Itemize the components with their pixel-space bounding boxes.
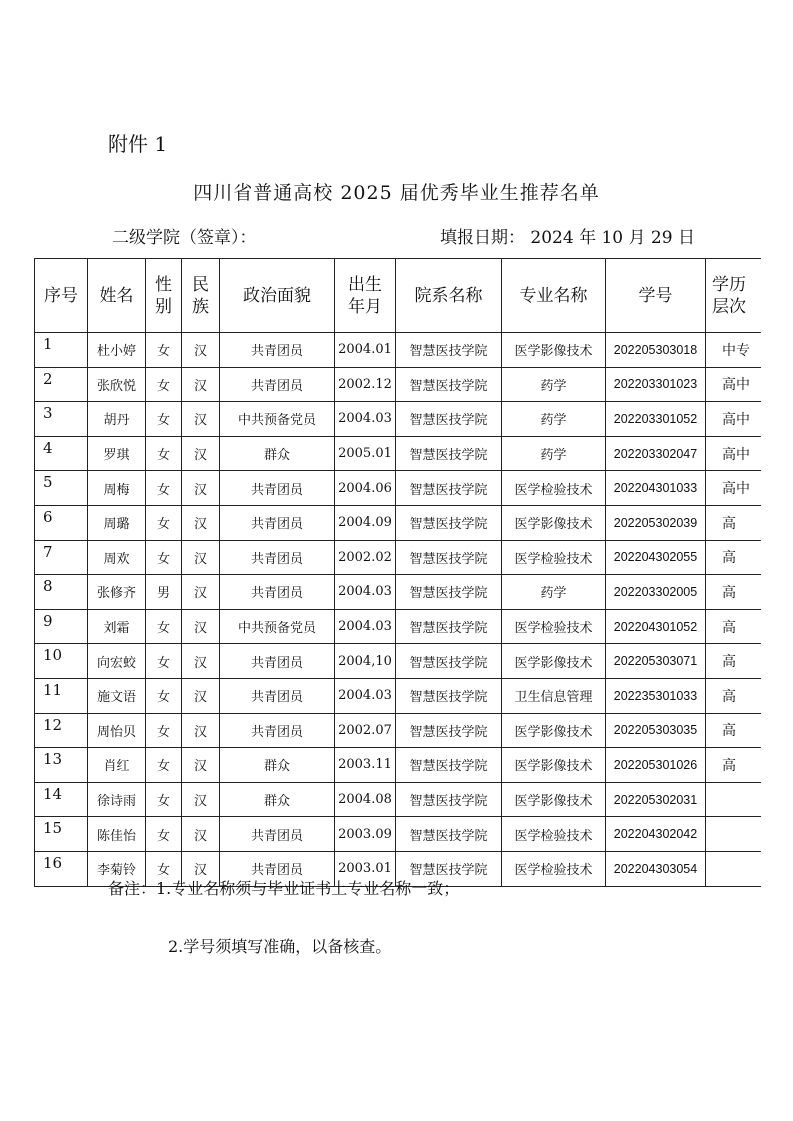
table-row: [35, 644, 761, 679]
table-row: [35, 609, 761, 644]
cell-department: 智慧医技学院: [396, 471, 502, 506]
cell-birth-date: 2002.12: [335, 367, 396, 402]
cell-gender: 女: [146, 678, 182, 713]
cell-major: 医学检验技术: [502, 609, 606, 644]
cell-index: 4: [35, 436, 88, 471]
cell-political-status: 群众: [220, 782, 335, 817]
cell-gender: 女: [146, 436, 182, 471]
cell-ethnicity: 汉: [182, 644, 220, 679]
cell-department: 智慧医技学院: [396, 609, 502, 644]
cell-education-level: [706, 817, 761, 852]
header-education-level: 学历层次: [706, 259, 761, 333]
cell-education-level: [706, 851, 761, 886]
cell-department: 智慧医技学院: [396, 748, 502, 783]
cell-name: 施文语: [88, 678, 146, 713]
cell-ethnicity: 汉: [182, 575, 220, 610]
header-student-id: 学号: [606, 259, 706, 333]
cell-name: 陈佳怡: [88, 817, 146, 852]
cell-political-status: 中共预备党员: [220, 609, 335, 644]
table-row: [35, 678, 761, 713]
cell-name: 向宏蛟: [88, 644, 146, 679]
cell-name: 罗琪: [88, 436, 146, 471]
cell-name: 周怡贝: [88, 713, 146, 748]
cell-education-level: 高: [706, 644, 761, 679]
fill-date-label: 填报日期： 2024 年 10 月 29 日: [440, 228, 695, 248]
cell-ethnicity: 汉: [182, 402, 220, 437]
note-line-2: 2.学号须填写准确，以备核查。: [168, 937, 392, 956]
cell-gender: 女: [146, 851, 182, 886]
cell-education-level: 高: [706, 713, 761, 748]
table-row: [35, 782, 761, 817]
table-row: [35, 436, 761, 471]
table-row: [35, 575, 761, 610]
cell-education-level: 高中: [706, 402, 761, 437]
cell-ethnicity: 汉: [182, 471, 220, 506]
cell-education-level: 高中: [706, 471, 761, 506]
cell-gender: 女: [146, 782, 182, 817]
table-row: [35, 402, 761, 437]
cell-birth-date: 2004.09: [335, 505, 396, 540]
cell-birth-date: 2004.03: [335, 609, 396, 644]
cell-major: 药学: [502, 436, 606, 471]
cell-index: 13: [35, 748, 88, 783]
cell-political-status: 共青团员: [220, 471, 335, 506]
cell-index: 2: [35, 367, 88, 402]
cell-student-id: 202205302031: [606, 782, 706, 817]
table-row: [35, 713, 761, 748]
cell-major: 医学影像技术: [502, 505, 606, 540]
cell-student-id: 202204302042: [606, 817, 706, 852]
cell-ethnicity: 汉: [182, 748, 220, 783]
cell-birth-date: 2003.01: [335, 851, 396, 886]
table-row: [35, 505, 761, 540]
note-line-1: 备注：1.专业名称须与毕业证书上专业名称一致；: [108, 879, 460, 898]
cell-ethnicity: 汉: [182, 782, 220, 817]
header-birth-date: 出生年月: [335, 259, 396, 333]
cell-birth-date: 2004.01: [335, 333, 396, 368]
cell-gender: 女: [146, 540, 182, 575]
cell-student-id: 202203301023: [606, 367, 706, 402]
cell-index: 7: [35, 540, 88, 575]
cell-name: 周梅: [88, 471, 146, 506]
cell-major: 药学: [502, 575, 606, 610]
cell-department: 智慧医技学院: [396, 505, 502, 540]
cell-index: 12: [35, 713, 88, 748]
cell-major: 药学: [502, 367, 606, 402]
cell-index: 3: [35, 402, 88, 437]
cell-student-id: 202204302055: [606, 540, 706, 575]
cell-birth-date: 2004.03: [335, 402, 396, 437]
header-gender: 性别: [146, 259, 182, 333]
cell-department: 智慧医技学院: [396, 644, 502, 679]
cell-department: 智慧医技学院: [396, 678, 502, 713]
header-political-status: 政治面貌: [220, 259, 335, 333]
cell-department: 智慧医技学院: [396, 851, 502, 886]
cell-major: 医学检验技术: [502, 817, 606, 852]
cell-student-id: 202204303054: [606, 851, 706, 886]
cell-student-id: 202205302039: [606, 505, 706, 540]
cell-political-status: 共青团员: [220, 817, 335, 852]
cell-index: 6: [35, 505, 88, 540]
cell-education-level: 高中: [706, 367, 761, 402]
cell-name: 肖红: [88, 748, 146, 783]
cell-major: 医学检验技术: [502, 851, 606, 886]
cell-name: 胡丹: [88, 402, 146, 437]
cell-gender: 女: [146, 748, 182, 783]
cell-name: 李菊铃: [88, 851, 146, 886]
cell-gender: 女: [146, 333, 182, 368]
cell-political-status: 共青团员: [220, 333, 335, 368]
header-department: 院系名称: [396, 259, 502, 333]
cell-student-id: 202204301033: [606, 471, 706, 506]
cell-student-id: 202205301026: [606, 748, 706, 783]
cell-political-status: 中共预备党员: [220, 402, 335, 437]
cell-ethnicity: 汉: [182, 851, 220, 886]
table-row: [35, 367, 761, 402]
cell-birth-date: 2004.06: [335, 471, 396, 506]
cell-name: 周欢: [88, 540, 146, 575]
recommendation-table: [34, 258, 761, 887]
cell-ethnicity: 汉: [182, 436, 220, 471]
cell-department: 智慧医技学院: [396, 540, 502, 575]
cell-education-level: 高中: [706, 436, 761, 471]
cell-political-status: 共青团员: [220, 575, 335, 610]
cell-department: 智慧医技学院: [396, 436, 502, 471]
cell-student-id: 202205303071: [606, 644, 706, 679]
cell-name: 张修齐: [88, 575, 146, 610]
cell-student-id: 202204301052: [606, 609, 706, 644]
cell-gender: 女: [146, 644, 182, 679]
cell-index: 10: [35, 644, 88, 679]
cell-major: 药学: [502, 402, 606, 437]
attachment-label: 附件 1: [108, 132, 168, 156]
header-index: 序号: [35, 259, 88, 333]
cell-political-status: 群众: [220, 436, 335, 471]
cell-ethnicity: 汉: [182, 540, 220, 575]
table-row: [35, 471, 761, 506]
cell-birth-date: 2003.11: [335, 748, 396, 783]
cell-gender: 女: [146, 505, 182, 540]
cell-ethnicity: 汉: [182, 367, 220, 402]
cell-major: 医学影像技术: [502, 644, 606, 679]
document-title: 四川省普通高校 2025 届优秀毕业生推荐名单: [193, 182, 600, 204]
cell-name: 刘霜: [88, 609, 146, 644]
cell-student-id: 202203302005: [606, 575, 706, 610]
cell-department: 智慧医技学院: [396, 367, 502, 402]
cell-gender: 女: [146, 609, 182, 644]
college-seal-label: 二级学院（签章）：: [112, 228, 257, 248]
cell-education-level: 高: [706, 540, 761, 575]
cell-political-status: 共青团员: [220, 713, 335, 748]
cell-student-id: 202205303018: [606, 333, 706, 368]
table-row: [35, 817, 761, 852]
cell-ethnicity: 汉: [182, 713, 220, 748]
cell-political-status: 共青团员: [220, 540, 335, 575]
cell-birth-date: 2003.09: [335, 817, 396, 852]
cell-political-status: 共青团员: [220, 644, 335, 679]
cell-department: 智慧医技学院: [396, 817, 502, 852]
cell-birth-date: 2004,10: [335, 644, 396, 679]
cell-education-level: 高: [706, 678, 761, 713]
cell-political-status: 共青团员: [220, 367, 335, 402]
cell-department: 智慧医技学院: [396, 333, 502, 368]
cell-ethnicity: 汉: [182, 505, 220, 540]
cell-name: 徐诗雨: [88, 782, 146, 817]
cell-student-id: 202203302047: [606, 436, 706, 471]
cell-index: 11: [35, 678, 88, 713]
cell-index: 5: [35, 471, 88, 506]
header-name: 姓名: [88, 259, 146, 333]
cell-major: 医学影像技术: [502, 748, 606, 783]
cell-student-id: 202203301052: [606, 402, 706, 437]
table-row: [35, 540, 761, 575]
cell-index: 16: [35, 851, 88, 886]
cell-department: 智慧医技学院: [396, 713, 502, 748]
cell-major: 卫生信息管理: [502, 678, 606, 713]
cell-major: 医学检验技术: [502, 471, 606, 506]
cell-gender: 女: [146, 471, 182, 506]
cell-gender: 女: [146, 367, 182, 402]
cell-gender: 女: [146, 402, 182, 437]
cell-ethnicity: 汉: [182, 333, 220, 368]
cell-department: 智慧医技学院: [396, 782, 502, 817]
cell-political-status: 共青团员: [220, 678, 335, 713]
cell-gender: 女: [146, 817, 182, 852]
table-row: [35, 333, 761, 368]
cell-index: 14: [35, 782, 88, 817]
cell-education-level: 高: [706, 505, 761, 540]
cell-index: 8: [35, 575, 88, 610]
cell-major: 医学影像技术: [502, 713, 606, 748]
cell-birth-date: 2004.03: [335, 575, 396, 610]
cell-education-level: [706, 782, 761, 817]
cell-education-level: 高: [706, 748, 761, 783]
cell-birth-date: 2004.03: [335, 678, 396, 713]
cell-major: 医学检验技术: [502, 540, 606, 575]
cell-education-level: 高: [706, 575, 761, 610]
cell-education-level: 高: [706, 609, 761, 644]
cell-birth-date: 2002.07: [335, 713, 396, 748]
header-ethnicity: 民族: [182, 259, 220, 333]
cell-ethnicity: 汉: [182, 817, 220, 852]
table-header-row: [35, 259, 761, 333]
cell-student-id: 202235301033: [606, 678, 706, 713]
cell-name: 周璐: [88, 505, 146, 540]
cell-birth-date: 2004.08: [335, 782, 396, 817]
cell-name: 张欣悦: [88, 367, 146, 402]
cell-education-level: 中专: [706, 333, 761, 368]
table-body: [35, 333, 761, 887]
cell-birth-date: 2005.01: [335, 436, 396, 471]
cell-ethnicity: 汉: [182, 609, 220, 644]
cell-department: 智慧医技学院: [396, 402, 502, 437]
cell-department: 智慧医技学院: [396, 575, 502, 610]
cell-political-status: 共青团员: [220, 851, 335, 886]
cell-birth-date: 2002.02: [335, 540, 396, 575]
cell-index: 1: [35, 333, 88, 368]
cell-index: 9: [35, 609, 88, 644]
cell-major: 医学影像技术: [502, 782, 606, 817]
table-row: [35, 748, 761, 783]
cell-gender: 男: [146, 575, 182, 610]
cell-gender: 女: [146, 713, 182, 748]
cell-student-id: 202205303035: [606, 713, 706, 748]
cell-major: 医学影像技术: [502, 333, 606, 368]
cell-ethnicity: 汉: [182, 678, 220, 713]
header-major: 专业名称: [502, 259, 606, 333]
cell-political-status: 群众: [220, 748, 335, 783]
cell-name: 杜小婷: [88, 333, 146, 368]
cell-political-status: 共青团员: [220, 505, 335, 540]
cell-index: 15: [35, 817, 88, 852]
